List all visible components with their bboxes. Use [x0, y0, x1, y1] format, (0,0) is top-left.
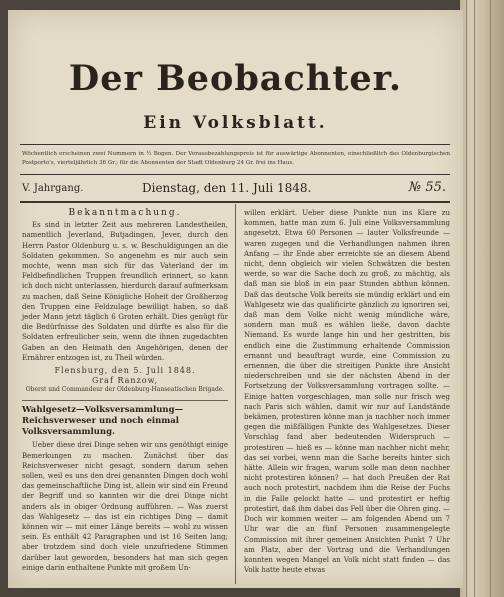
masthead-title: Der Beobachter. [68, 58, 403, 99]
announcement-signer-role: Oberst und Commandeur der Oldenburg-Hanseatischen Brigade. [25, 386, 225, 394]
publication-info: Wöchentlich erscheinen zwei Nummern in ½ Bogen. Der Vorausbezahlungspreis ist für auswärtige Abonnenten, einschließlich des Oldenburgischen Postporto's, vierteljährlich 36 Gr.; für die Abonnenten der Stadt Oldenburg 24 Gr. frei ins Haus. [22, 151, 450, 166]
issue-volume: V. Jahrgang. [22, 183, 84, 194]
announcement-place-date: Flensburg, den 5. Juli 1848. [54, 366, 196, 376]
article-text-right: willen erklärt. Ueber diese Punkte nun ins Klare zu kommen, hatte man zum 6. Juli eine Volksversammlung angesetzt. Etwa 60 Personen — lauter Volksfreunde — waren zugegen und die Verhandlungen nahmen ihren Anfang — ihr Ende aber erreichte sie an diesem Abend nicht, denn obgleich wir vielen Schwätzen die besten werde, so war die Sache doch zu groß, zu mächtig, als daß man sie bloß in ein paar Stunden abthun können. Daß das deutsche Volk bereits sie mündig erklärt und ein Wahlgesetz wie das qualificirte gänzlich zu ignoriren sei, daß man dem Volke nicht wenig mündliche wäre, sondern man muß es wählen ließe, davon dachte Niemand. Es wurde lange hin und her gestritten, bis endlich eine die Zustimmung erhaltende Commission ernannt und beauftragt wurde, eine Commission zu ernennen, die über die streitigen Punkte ihre Ansicht niederschreiben und sie der nächsten Abend in der Fortsetzung der Volksversammlung vortragen sollte. — Einige hatten vorgeschlagen, man solle nur frisch weg nach Paris sich wählen, damit wir nur auf Landstände bekämen, protestiren könne man ja nachher noch immer gegen die mißfälligen Punkte des Wahlgesetzes. Dieser Vorschlag fand aber bedeutenden Widerspruch — protestiren — hieß es — könne man nachher nicht mehr, das sei vorbei, wenn man die Sache bereits hinter sich hätte. Allein wir fragen, warum solle man denn nachher nicht protestiren können? — hat doch Preußen der Rat auch noch protestirt, nachdem ihm die Reise der Fuchs in die Falle gelockt hatte — und protestirt er heftig protestirt, daß ihm dabei das Fell über die Ohren ging. — Doch wir kommen weiter — am folgenden Abend um 7 Uhr war die an fünf Personen zusammengelegte Commission mit ihrer gemeinen Ansichten Punkt 7 Uhr am Platz, aber der Vortrag und die Verhandlungen konnten wegen Mangel an Volk nicht statt finden — das Volk hatte heute etwas [244, 209, 450, 575]
newspaper-page [8, 10, 463, 588]
article-title: Wahlgesetz—Volksversammlung—Reichsverweser und noch einmal Volksversammlung. [22, 405, 184, 438]
book-spine [460, 0, 504, 597]
column-divider [235, 204, 236, 584]
right-column [244, 208, 450, 575]
announcement-signer: Graf Ranzow, [91, 376, 159, 386]
announcement-text: Es sind in letzter Zeit aus mehreren Landestheilen, namentlich Jeverland, Butjadingen, Jever, durch den Herrn Pastor Oldenburg u. s. w. Beschuldigungen an die Soldaten gekommen. So angenehm es mir auch sein mochte, wenn man sich für das Vaterland der im Feldbefindlichen Truppen freundlich erinnert, so kann ich doch nicht unterlassen, hierdurch darauf aufmerksam zu machen, daß Seine Königliche Hoheit der Großherzog den Truppen eine Feldzulage bewilligt haben, so daß jeder Mann jetzt täglich 6 Groten erhält. Dies genügt für die Bedürfnisse des Soldaten und dürfte es also für die Soldaten erfreulicher sein, wenn die ihnen zugedachten Gaben an den Heimath den Angehörigen, denen der Ernährer entzogen ist, zu Theil würden. [22, 221, 228, 362]
left-column [22, 208, 228, 573]
article-text-left: Ueber diese drei Dinge sehen wir uns genöthigt einige Bemerkungen zu machen. Zunächst über das Reichsverweser nicht gesagt, sondern darum sehen sollen, weil es uns den drei genannten Dingen doch wohl das gemeinschaftliche Ding ist, allein wir sind ein Freund der Begriff und so kannten wir die drei Dinge nicht anders als in obiger Ordnung aufführen. — Was zuerst das Wahlgesetz — das ist ein richtiges Ding — damit können wir — mit einer Länge bereits — wohl zu wissen sein. Es enthält 42 Paragraphen und ist 16 Seiten lang; aber trotzdem sind doch viele unzufriedene Stimmen darüber laut geworden, besonders hat man sich gegen einige darin enthaltene Punkte mit großem Un- [22, 441, 228, 572]
issue-line [20, 178, 450, 202]
announcement-heading: Bekanntmachung. [68, 208, 182, 218]
header-rule-top [20, 144, 450, 145]
article-separator [22, 400, 228, 401]
issue-number: № 55. [408, 180, 446, 195]
masthead-subtitle: Ein Volksblatt. [143, 113, 328, 133]
header-rule-middle [20, 174, 450, 175]
header-rule-bottom [20, 201, 450, 203]
issue-date: Dienstag, den 11. Juli 1848. [142, 181, 312, 195]
